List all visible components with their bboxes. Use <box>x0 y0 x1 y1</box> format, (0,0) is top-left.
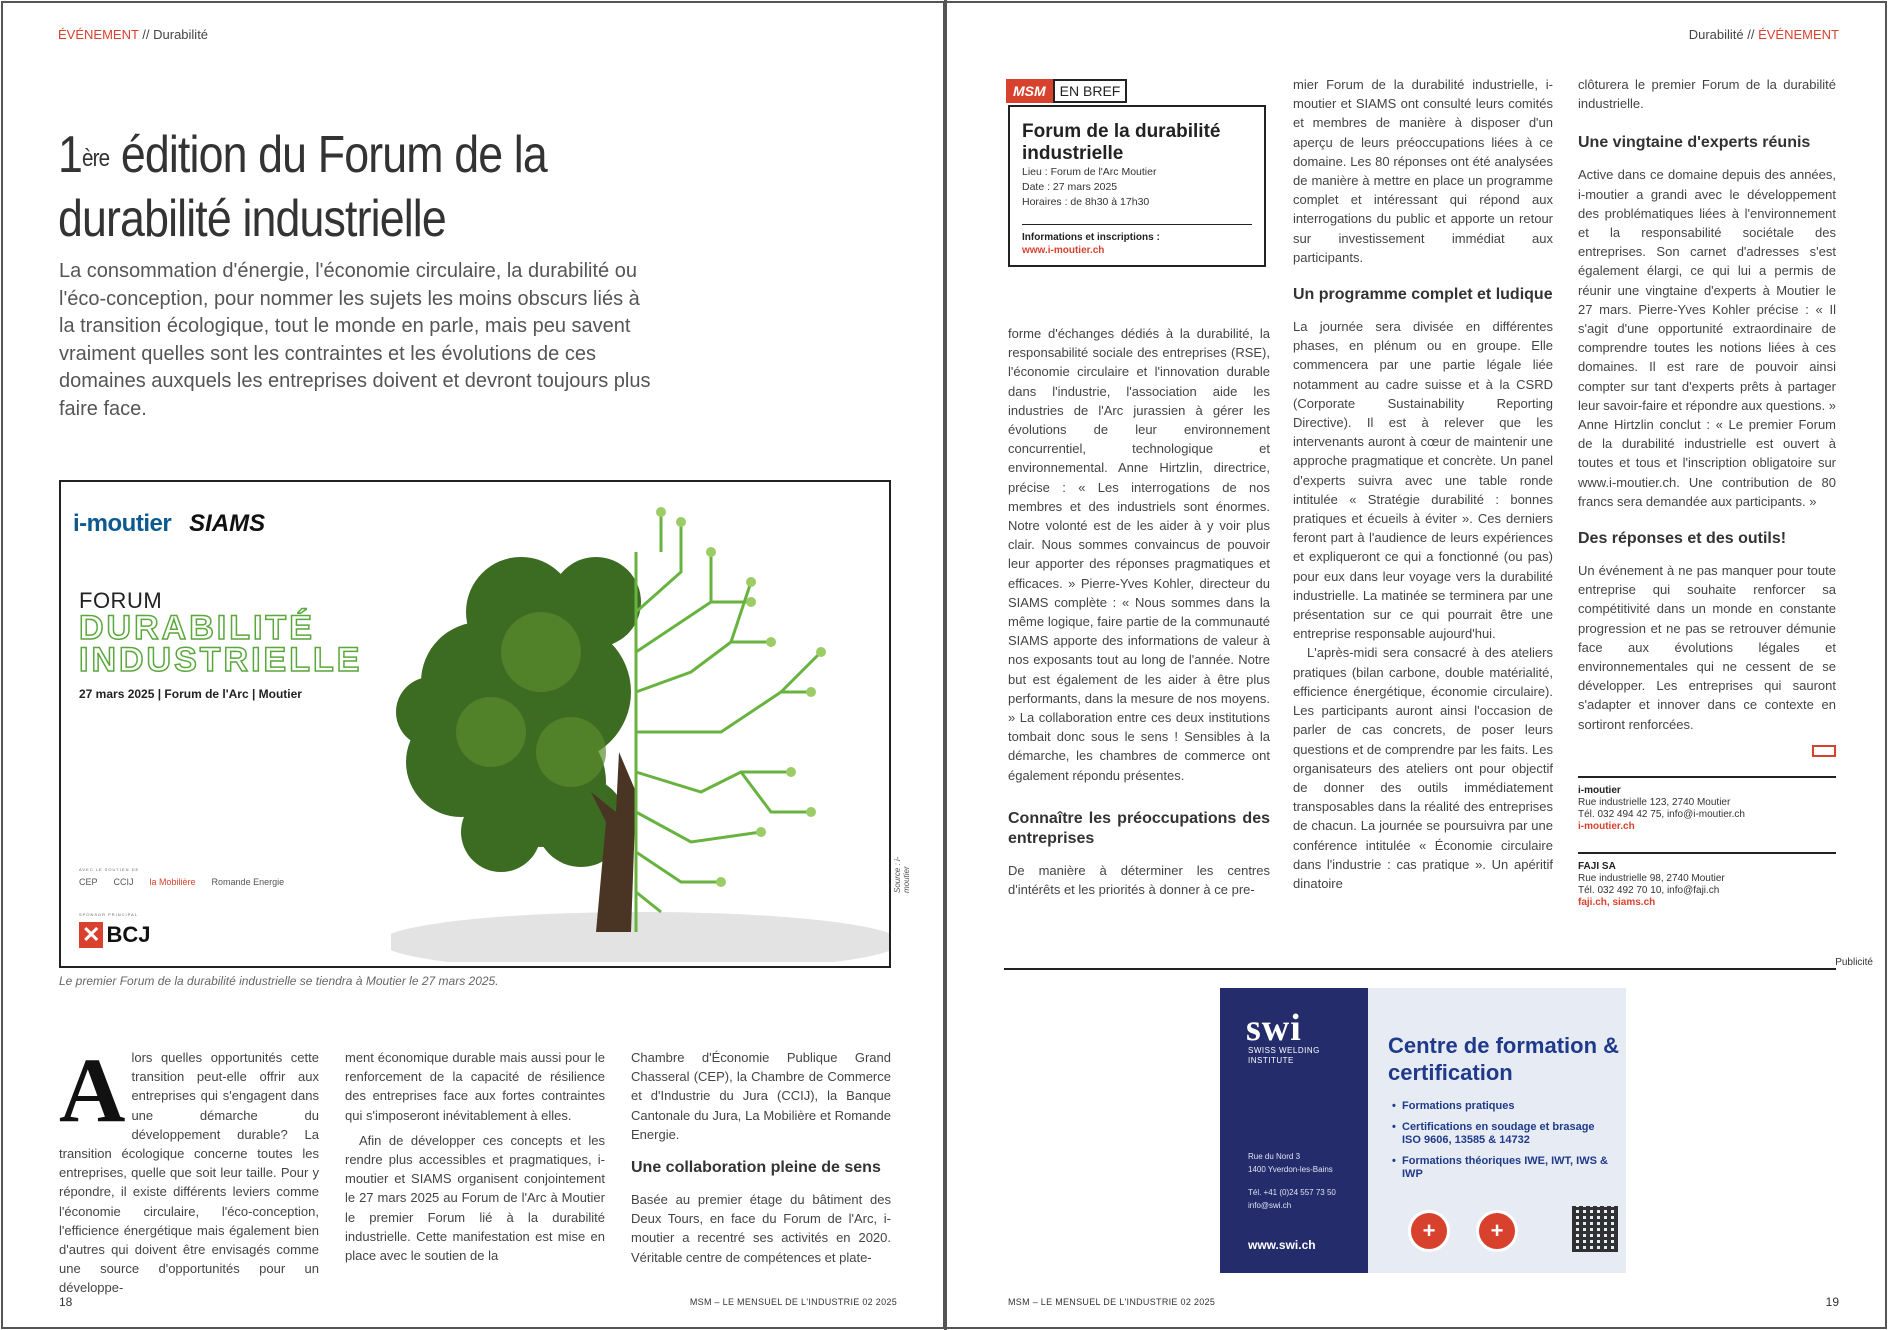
brief-hours: Horaires : de 8h30 à 17h30 <box>1022 196 1150 208</box>
qr-code-icon <box>1572 1206 1618 1252</box>
page-number: 19 <box>1825 1295 1839 1309</box>
poster-title-line2: INDUSTRIELLE <box>79 641 363 679</box>
right-column-2 <box>1293 75 1553 893</box>
page-footer: MSM – LE MENSUEL DE L'INDUSTRIE 02 2025 <box>689 1297 897 1307</box>
paragraph: La journée sera divisée en différentes phases, en plénum ou en groupe. Elle commencera par une partie légale liée notamment au cadre suisse et à la CSRD (Corporate Sustainability Reporting Directive). Il est à relever que les intervenants auront à cœur de maintenir une approche pragmatique et concrète. Un panel d'experts suivra avec une table ronde intitulée « Stratégie durabilité : bonnes pratiques et écueils à éviter ». Ces derniers feront part à l'audience de leurs expériences et expliqueront ce qui a fonctionné (ou pas) pour eux dans leur voyage vers la durabilité industrielle. La matinée se terminera par une présentation sur ce qui pourrait être une entreprise responsable aujourd'hui. <box>1293 319 1553 642</box>
brief-tag <box>1006 79 1127 103</box>
ad-divider <box>1004 968 1836 970</box>
contact-name: FAJI SA <box>1578 861 1616 872</box>
ad-website[interactable]: www.swi.ch <box>1248 1238 1316 1252</box>
right-column-1 <box>1008 324 1270 899</box>
section-heading: Des réponses et des outils! <box>1578 530 1787 548</box>
header-topic: Durabilité <box>153 27 209 42</box>
ad-left-panel <box>1220 988 1368 1273</box>
paragraph: forme d'échanges dédiés à la durabilité, la responsabilité sociale des entreprises (RSE), l'économie circulaire et l'innovation durable dans l'industrie, l'association aide les industries de l'Arc jurassien à gérer les évolutions de leur environnement concurrentiel, technologique et environnemental. Anne Hirtzlin, directrice, précise : « Les interrogations de nos membres et des industriels sont énormes. Notre volonté est de les aider à y voir plus clair. Nous sommes convaincus de pouvoir leur apporter des réponses pragmatiques et efficaces. » Pierre-Yves Kohler, directeur du SIAMS complète : « Nous sommes dans la même logique, faire partie de la communauté SIAMS apporte des informations de valeur à nos exposants tout au long de l'année. Notre but est également de les aider à être plus performants, dans la mesure de nos moyens. » La collaboration entre ces deux institutions tombait donc sous le sens ! Sensibles à la démarche, les chambres de commerce ont également répondu présentes. <box>1008 326 1270 783</box>
page-header <box>58 27 208 42</box>
bcj-logo: ✕ BCJ <box>79 922 150 948</box>
brief-registration-label: Informations et inscriptions : <box>1022 232 1160 243</box>
title-superscript: ère <box>82 145 110 172</box>
contact-i-moutier <box>1578 785 1745 833</box>
section-heading: Connaître les préoccupations des entreprises <box>1008 809 1270 847</box>
brief-date: Date : 27 mars 2025 <box>1022 181 1118 193</box>
paragraph: Afin de développer ces concepts et les rendre plus accessibles et pragmatiques, i-moutier et SIAMS organisent conjointement le 27 mars 2025 au Forum de l'Arc à Moutier le premier Forum lié à la durabilité industrielle. Cette manifestation est mise en place avec le soutien de la <box>345 1132 605 1264</box>
section-heading: Une collaboration pleine de sens <box>631 1159 881 1177</box>
brief-location: Lieu : Forum de l'Arc Moutier <box>1022 166 1157 178</box>
contact-faji <box>1578 861 1725 909</box>
ad-address <box>1248 1150 1336 1212</box>
contact-name: i-moutier <box>1578 785 1621 796</box>
contact-link[interactable]: faji.ch, siams.ch <box>1578 897 1656 908</box>
contact-phone: Tél. 032 492 70 10, info@faji.ch <box>1578 885 1720 896</box>
tree-illustration <box>391 492 891 962</box>
poster-title-line1: DURABILITÉ <box>79 609 315 647</box>
ad-title: Centre de formation & certification <box>1388 1033 1620 1085</box>
article-title <box>58 123 617 251</box>
paragraph: L'après-midi sera consacré à des ateliers pratiques (bilan carbone, double matérialité, efficience énergétique, économie circulaire). Les participants auront ainsi l'occasion de parler de cas concrets, de poser leurs questions et de comprendre par les faits. Les organisateurs des ateliers ont pour objectif de donner des outils immédiatement transposables dans la réalité des entreprises de chacun. La journée se poursuivra par une conférence intitulée « Économie circulaire dans l'industrie : cas pratique ». Un apéritif dinatoire <box>1293 645 1553 891</box>
msm-logo: MSM <box>1006 79 1053 103</box>
siams-logo: SIAMS <box>189 510 266 537</box>
header-section: ÉVÉNEMENT <box>1758 27 1839 42</box>
paragraph: ment économique durable mais aussi pour le renforcement de la capacité de résilience des entreprises face aux fortes contraintes qui s'imposeront inévitablement à elles. <box>345 1050 605 1123</box>
contact-divider <box>1578 776 1836 778</box>
brief-title: Forum de la durabilité industrielle <box>1022 121 1221 164</box>
photo-credit: Source : i-moutier <box>893 856 911 893</box>
partner-logo: CEP <box>79 877 98 887</box>
partner-logo: la Mobilière <box>149 877 196 887</box>
brief-divider <box>1022 224 1252 225</box>
poster-sponsor-label: AVEC LE SOUTIEN DE <box>79 867 140 872</box>
swi-logo: swi <box>1246 1007 1302 1049</box>
page-header <box>1689 27 1839 42</box>
ad-right-panel <box>1368 988 1626 1273</box>
photo-caption: Le premier Forum de la durabilité industrielle se tiendra à Moutier le 27 mars 2025. <box>59 974 499 988</box>
section-heading: Une vingtaine d'experts réunis <box>1578 134 1811 152</box>
ad-list-item: • Formations théoriques IWE, IWT, IWS & IWP <box>1392 1155 1612 1181</box>
bcj-text: BCJ <box>106 922 151 947</box>
ad-list-item: • Formations pratiques <box>1392 1100 1612 1113</box>
page-right <box>944 1 1887 1329</box>
paragraph: Un événement à ne pas manquer pour toute entreprise qui souhaite renforcer sa compétitivité dans un monde en constante progression et ne pas se retrouver démunie face aux évolutions légales et environnementales qui ne cessent de se développer. Les entreprises qui sauront s'adapter et innover dans ce contexte en sortiront renforcées. <box>1578 563 1836 732</box>
contact-address: Rue industrielle 123, 2740 Moutier <box>1578 797 1731 808</box>
paragraph: mier Forum de la durabilité industrielle, i-moutier et SIAMS ont consulté leurs comités et membres de manière à disposer d'un aperçu de leurs préoccupations liées à ce domaine. Les 80 réponses ont été analysées de manière à mettre en place un programme complet et intéressant qui répond aux interrogations du public et apporte un retour sur investissement immédiat aux participants. <box>1293 77 1553 265</box>
poster-event-line: 27 mars 2025 | Forum de l'Arc | Moutier <box>79 687 302 701</box>
header-section: ÉVÉNEMENT <box>58 27 139 42</box>
left-column-2 <box>345 1048 605 1265</box>
poster-forum: FORUM <box>79 588 163 613</box>
contact-divider <box>1578 852 1836 854</box>
brief-box <box>1008 105 1266 267</box>
section-heading: Un programme complet et ludique <box>1293 286 1553 304</box>
header-separator: // <box>1743 27 1759 42</box>
left-column-3 <box>631 1048 891 1267</box>
swi-advertisement[interactable] <box>1220 988 1626 1273</box>
paragraph: lors quelles opportunités cette transition peut-elle offrir aux entreprises qui s'engagent dans une démarche du développement durable? La transition écologique concerne toutes les entreprises, quelle que soit leur taille. Pour y répondre, il existe différents leviers comme l'économie circulaire, l'éco-conception, l'efficience énergétique mais également bien d'autres qui doivent être envisagés comme une source d'opportunités pour un développe- <box>59 1050 319 1296</box>
brief-link[interactable]: www.i-moutier.ch <box>1022 245 1105 256</box>
advertisement-label: Publicité <box>1835 957 1873 968</box>
certification-badge-icon: + <box>1476 1210 1518 1252</box>
article-photo <box>59 480 891 968</box>
partner-logo: CCIJ <box>113 877 134 887</box>
ad-list-item: • Certifications en soudage et brasage ISO 9606, 13585 & 14732 <box>1392 1121 1612 1147</box>
contact-address: Rue industrielle 98, 2740 Moutier <box>1578 873 1725 884</box>
spine <box>944 0 947 1330</box>
swi-logo-subtitle: SWISS WELDING INSTITUTE <box>1248 1046 1320 1065</box>
main-sponsor-label: SPONSOR PRINCIPAL <box>79 912 138 917</box>
page-left <box>1 1 945 1329</box>
partner-logo: Romande Energie <box>211 877 285 887</box>
paragraph: Chambre d'Économie Publique Grand Chasseral (CEP), la Chambre de Commerce et d'Industrie du Jura (CCIJ), la Banque Cantonale du Jura, La Mobilière et Romande Energie. <box>631 1050 891 1142</box>
paragraph: De manière à déterminer les centres d'intérêts et les priorités à donner à ce pre- <box>1008 862 1270 898</box>
title-text: édition du Forum de la durabilité industrielle <box>58 126 547 248</box>
paragraph: Active dans ce domaine depuis des années, i-moutier a grandi avec le développement des problématiques liées à l'environnement et la responsabilité sociétale des entreprises. Son carnet d'adresses s'est également élargi, ce qui lui a permis de réunir une vingtaine d'experts à Moutier le 27 mars. Pierre-Yves Kohler précise : « Il s'agit d'une opportunité extraordinaire de comprendre toutes les notions liées à ces domaines. Il est rare de pouvoir ainsi compter sur tant d'experts prêts à partager leur savoir-faire et répondre aux questions. » Anne Hirtzlin conclut : « Le premier Forum de la durabilité industrielle est ouvert à toutes et tous et l'inscription obligatoire sur www.i-moutier.ch. Une contribution de 80 francs sera demandée aux participants. » <box>1578 167 1836 509</box>
paragraph: clôturera le premier Forum de la durabilité industrielle. <box>1578 77 1836 112</box>
paragraph: Basée au premier étage du bâtiment des Deux Tours, en face du Forum de l'Arc, i-moutier a recentré ses activités en 2020. Véritable centre de compétences et plate- <box>631 1192 891 1265</box>
end-marker <box>1812 745 1836 757</box>
ad-email: info@swi.ch <box>1248 1201 1292 1210</box>
brief-label: EN BREF <box>1053 79 1128 103</box>
article-lead: La consommation d'énergie, l'économie circulaire, la durabilité ou l'éco-conception, pour nommer les sujets les moins obscurs liés à la transition écologique, tout le monde en parle, mais peu savent vraiment quelles sont les contraintes et les évolutions de ces domaines auxquels les entreprises doivent et devront toujours plus faire face. <box>59 260 651 420</box>
left-column-1 <box>59 1039 319 1298</box>
ad-phone: Tél. +41 (0)24 557 73 50 <box>1248 1188 1336 1197</box>
contact-phone: Tél. 032 494 42 75, info@i-moutier.ch <box>1578 809 1745 820</box>
contact-link[interactable]: i-moutier.ch <box>1578 821 1635 832</box>
poster-logos <box>73 510 265 538</box>
header-separator: // <box>138 27 154 42</box>
i-moutier-logo: i-moutier <box>73 510 172 537</box>
title-number: 1 <box>58 126 83 184</box>
page-footer: MSM – LE MENSUEL DE L'INDUSTRIE 02 2025 <box>1008 1297 1216 1307</box>
header-topic: Durabilité <box>1688 27 1744 42</box>
partner-logos <box>79 877 284 887</box>
certification-badge-icon: + <box>1408 1210 1450 1252</box>
right-column-3 <box>1578 75 1836 734</box>
ad-list <box>1392 1100 1612 1189</box>
ad-street: Rue du Nord 3 <box>1248 1152 1301 1161</box>
page-number: 18 <box>59 1295 73 1309</box>
drop-cap: A <box>59 1039 126 1141</box>
ad-city: 1400 Yverdon-les-Bains <box>1248 1165 1333 1174</box>
